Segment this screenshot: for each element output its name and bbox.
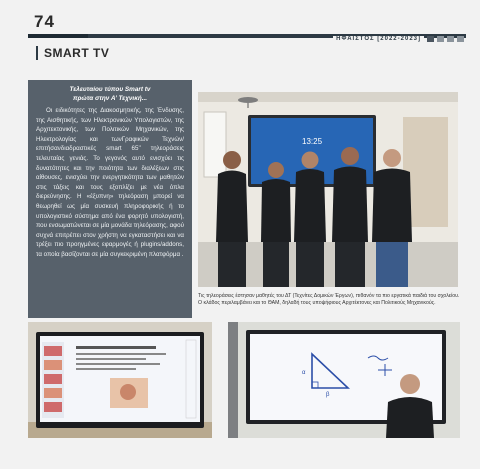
strip-square: [437, 36, 444, 42]
article-heading-line2: πρώτα στην Α’ Τεχνική...: [72, 94, 148, 102]
tv-clock: 13:25: [302, 137, 323, 146]
magazine-name: ΗΦΑΙΣΤΟΣ [2022-2023]: [333, 36, 424, 42]
strip-square: [427, 36, 434, 42]
article-heading-line1: Τελευταίου τύπου Smart tv: [69, 86, 151, 93]
group-photo: [198, 92, 458, 287]
article-heading: [36, 86, 184, 103]
section-marker: [36, 46, 38, 60]
article-panel: [28, 80, 192, 318]
magazine-strip: [333, 35, 464, 43]
article-body: Οι ειδικότητες της Διακοσμητικής, της Ένδυσης, της Αισθητικής, των Ηλεκτρονικών Υπολογιστών, της Αρχιτεκτονικής, των Πολιτικών Μηχανικών, της Ηλεκτρολογίας και τωνΓραφικών Τεχνών/επιτήσανδιαδραστικές smart 65’’ τηλεοράσεις τελευταίας γενιάς. Το γεγονός αυτό ενισχύει τις δυνατότητες και την ποιότητα των διαλέξεων στις αίθουσες, ενισχύει την ενεργητικότητα των μαθητών στις τάξεις και τους εξοπλίζει με νέα όπλα διερεύνησης. Η «έξυπνη» τηλεόραση μπορεί να θεωρηθεί ως μία συσκευή πληροφορικής ή το υπολογιστικό σύστημα από ένα φορητό υπολογιστή, που ενσωματώνεται σε μία μονάδα τηλεόρασης, αφού συχνά επιτρέπει στον χρήστη να εγκαταστήσει και να τρέξει πιο προηγμένες εφαρμογές ή plugins/addons, τα οποία βασίζονται σε μία συγκεκριμένη πλατφόρμα .: [36, 107, 184, 258]
teacher-photo: [228, 322, 460, 438]
photo-caption: Τις τηλεοράσεις έστησαν μαθητές του ΔΤ (Τεχνίτες Δομικών Έργων), πιθανόν τα πιο εργατικά παιδιά του σχολείου. Ο κλάδος περιλαμβάνει και το ΘΑΜ, δηλαδή τους υποψήφιους Αρχιτέκτονες και Πολιτικούς Μηχανικούς.: [198, 293, 460, 306]
svg-text:β: β: [326, 392, 330, 398]
strip-square: [457, 36, 464, 42]
lesson-tv-photo: [28, 322, 212, 438]
page-number: 74: [34, 12, 55, 31]
section-title: SMART TV: [44, 46, 110, 60]
strip-square: [447, 36, 454, 42]
svg-text:α: α: [302, 370, 306, 376]
